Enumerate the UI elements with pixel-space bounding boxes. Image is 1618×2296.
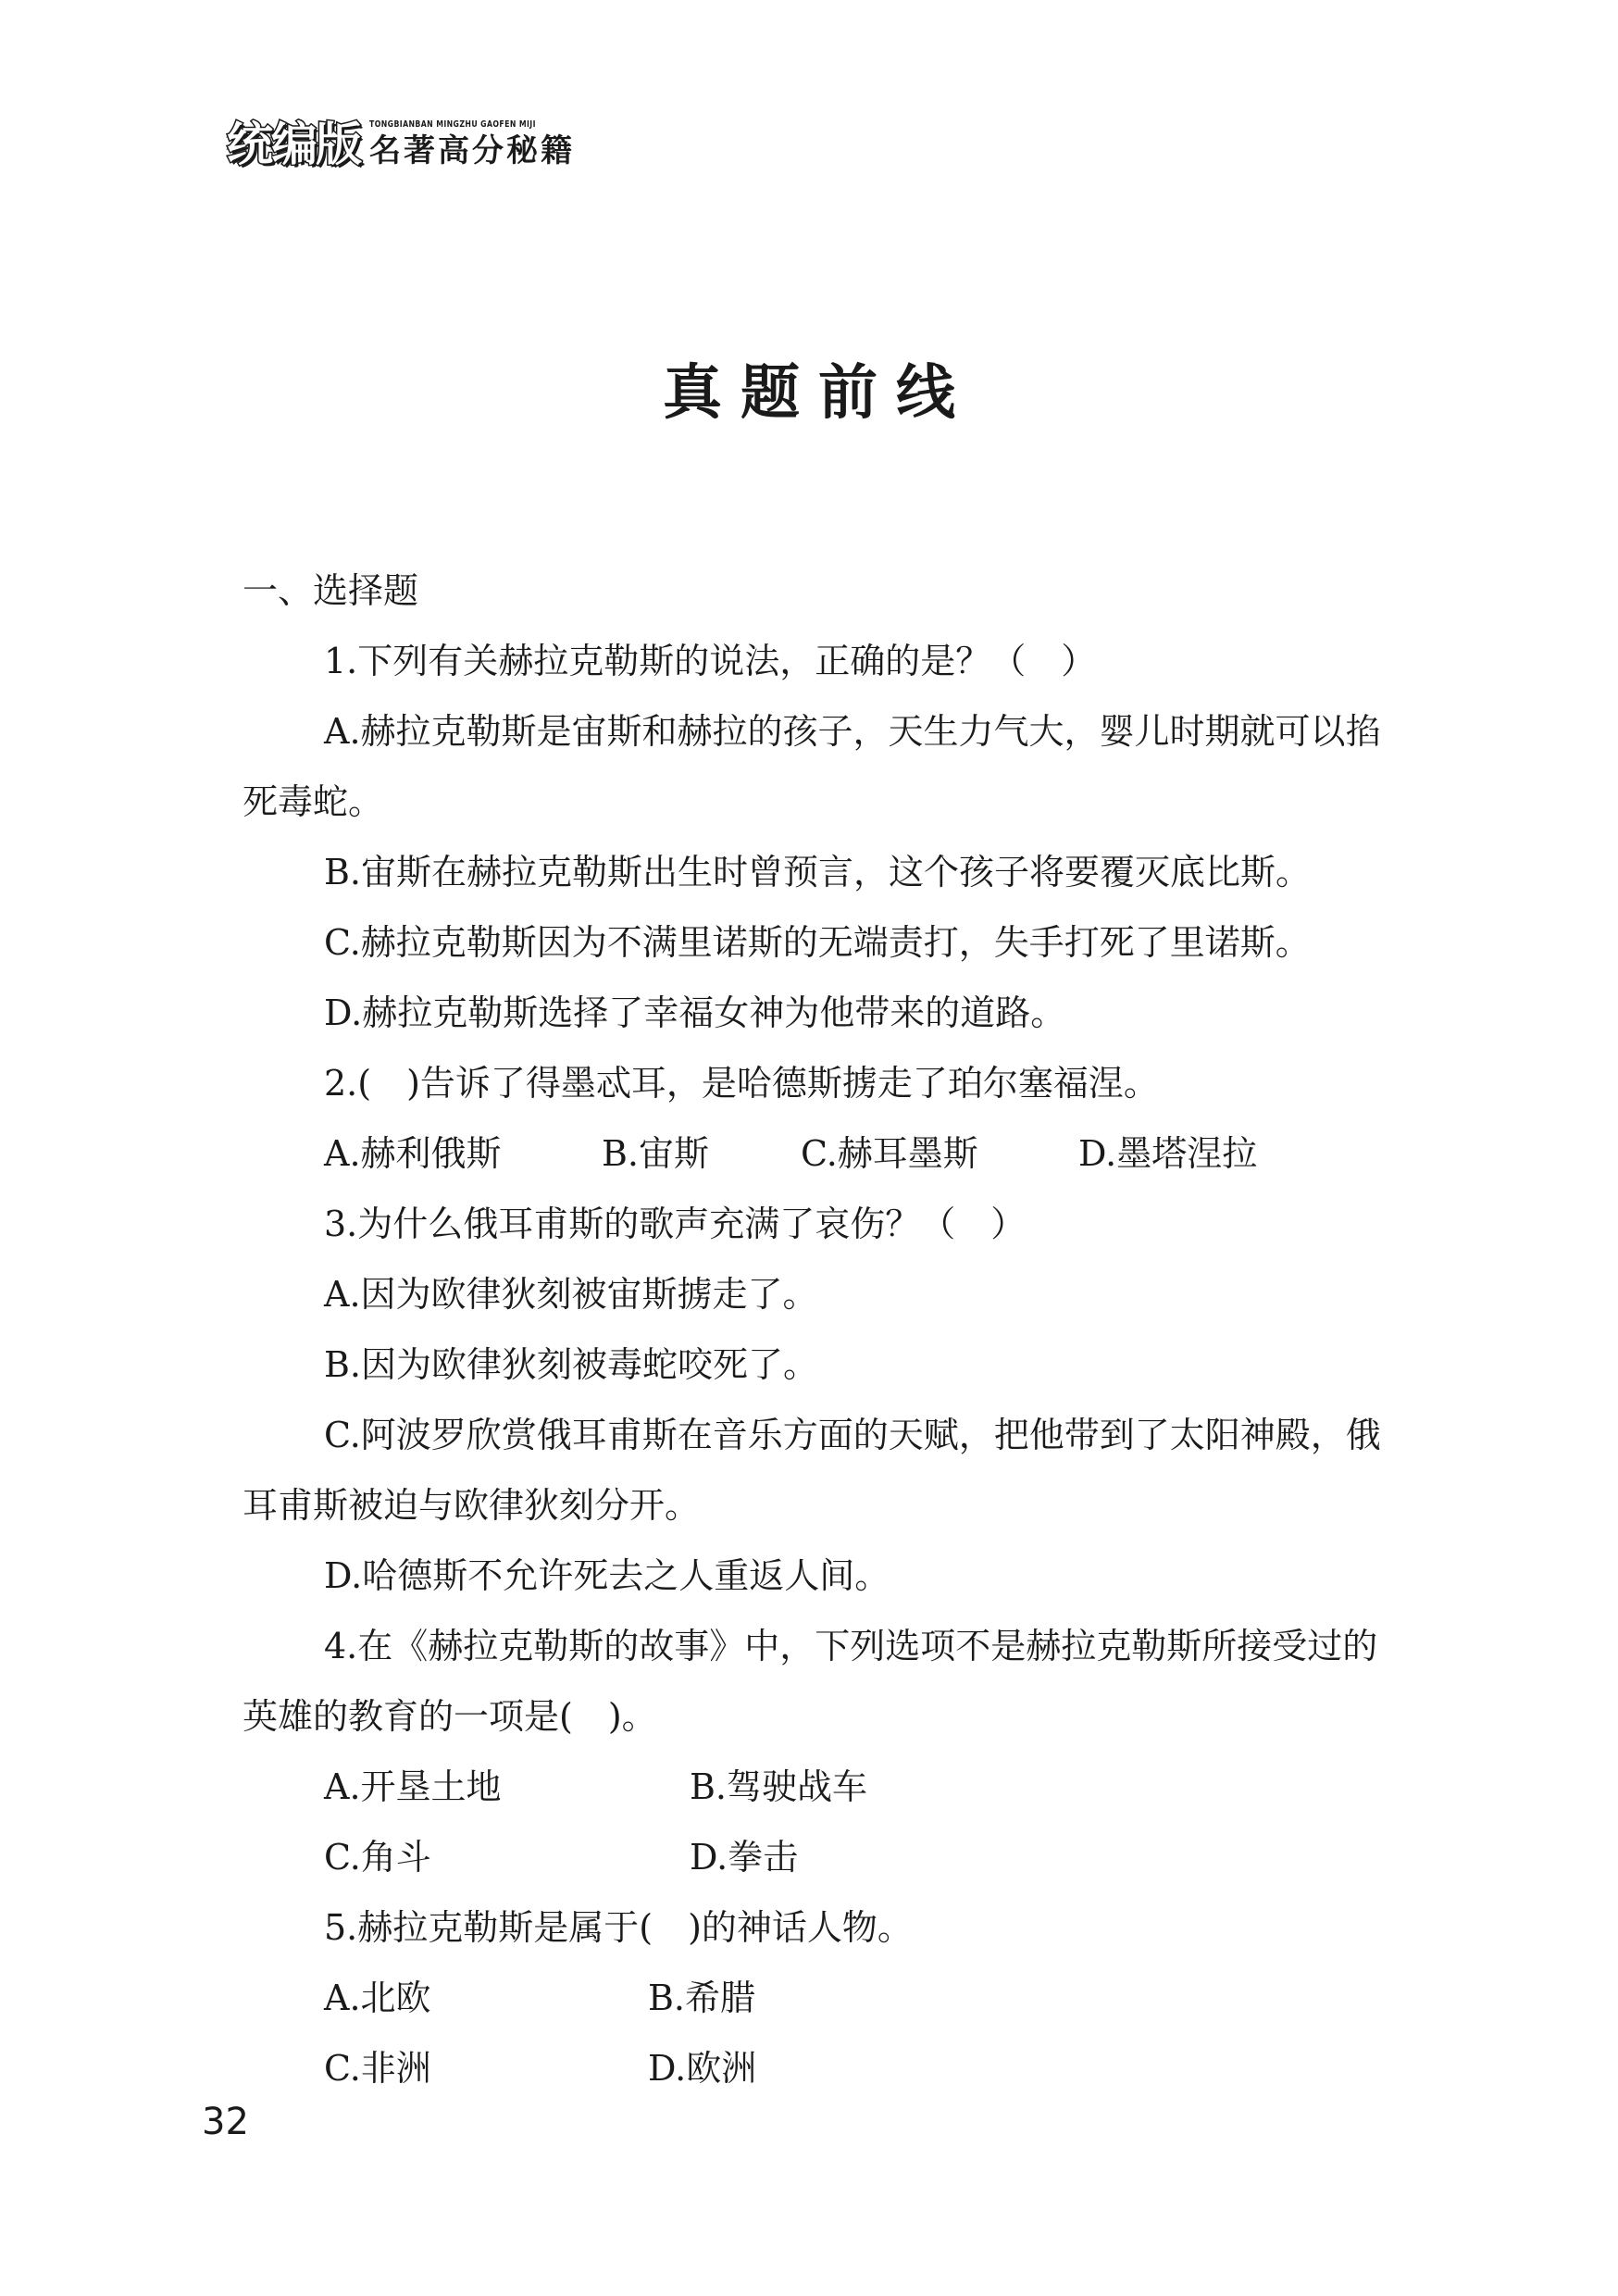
question-3-option-c: C.阿波罗欣赏俄耳甫斯在音乐方面的天赋，把他带到了太阳神殿，俄耳甫斯被迫与欧律狄刻分开。 bbox=[243, 1415, 1381, 1526]
brand-text bbox=[369, 119, 583, 170]
question-5-option-c: C.非洲 bbox=[324, 2048, 431, 2089]
page-number: 32 bbox=[202, 2101, 249, 2143]
question-list bbox=[243, 555, 1400, 2103]
question-4-option-c: C.角斗 bbox=[324, 1837, 431, 1878]
question-1-option-b: B.宙斯在赫拉克勒斯出生时曾预言，这个孩子将要覆灭底比斯。 bbox=[324, 852, 1312, 892]
part-heading: 一、选择题 bbox=[243, 570, 419, 611]
question-stem-4: 4.在《赫拉克勒斯的故事》中，下列选项不是赫拉克勒斯所接受过的英雄的教育的一项是( )。 bbox=[243, 1626, 1378, 1737]
question-4-option-a: A.开垦土地 bbox=[324, 1766, 502, 1807]
brand-logo: 统编版 bbox=[227, 118, 360, 171]
question-2-options bbox=[243, 1118, 1400, 1189]
question-2-option-d: D.墨塔涅拉 bbox=[1078, 1133, 1258, 1174]
question-3-option-a: A.因为欧律狄刻被宙斯掳走了。 bbox=[324, 1274, 818, 1315]
question-2-option-b: B.宙斯 bbox=[602, 1133, 710, 1174]
question-4-option-d: D.拳击 bbox=[690, 1837, 799, 1878]
section-title: 真题前线 bbox=[663, 358, 974, 428]
question-stem-3: 3.为什么俄耳甫斯的歌声充满了哀伤？（ ） bbox=[324, 1204, 1027, 1244]
question-4-options-row-1 bbox=[243, 1752, 1400, 1822]
brand-pinyin: TONGBIANBAN MINGZHU GAOFEN MIJI bbox=[369, 119, 536, 130]
question-1-option-a: A.赫拉克勒斯是宙斯和赫拉的孩子，天生力气大，婴儿时期就可以掐死毒蛇。 bbox=[243, 711, 1381, 822]
question-1-option-d: D.赫拉克勒斯选择了幸福女神为他带来的道路。 bbox=[324, 992, 1066, 1033]
question-stem-1: 1.下列有关赫拉克勒斯的说法，正确的是？（ ） bbox=[324, 641, 1097, 681]
question-1-option-c: C.赫拉克勒斯因为不满里诺斯的无端责打，失手打死了里诺斯。 bbox=[324, 922, 1311, 963]
question-3-option-b: B.因为欧律狄刻被毒蛇咬死了。 bbox=[324, 1344, 819, 1385]
question-4-option-b: B.驾驶战车 bbox=[690, 1766, 868, 1807]
question-5-option-b: B.希腊 bbox=[648, 1978, 756, 2018]
question-5-option-d: D.欧洲 bbox=[648, 2048, 757, 2089]
question-3-option-d: D.哈德斯不允许死去之人重返人间。 bbox=[324, 1555, 890, 1596]
question-5-option-a: A.北欧 bbox=[324, 1978, 431, 2018]
brand-subtitle: 名著高分秘籍 bbox=[369, 132, 575, 169]
question-4-options-row-2 bbox=[243, 1822, 1400, 1892]
question-5-options-row-1 bbox=[243, 1963, 1400, 2033]
brand-header bbox=[227, 119, 583, 170]
question-stem-5: 5.赫拉克勒斯是属于( )的神话人物。 bbox=[324, 1907, 913, 1948]
question-2-option-a: A.赫利俄斯 bbox=[324, 1133, 502, 1174]
question-stem-2: 2.( )告诉了得墨忒耳，是哈德斯掳走了珀尔塞福涅。 bbox=[324, 1063, 1159, 1104]
question-2-option-c: C.赫耳墨斯 bbox=[801, 1133, 978, 1174]
question-5-options-row-2 bbox=[243, 2033, 1400, 2103]
